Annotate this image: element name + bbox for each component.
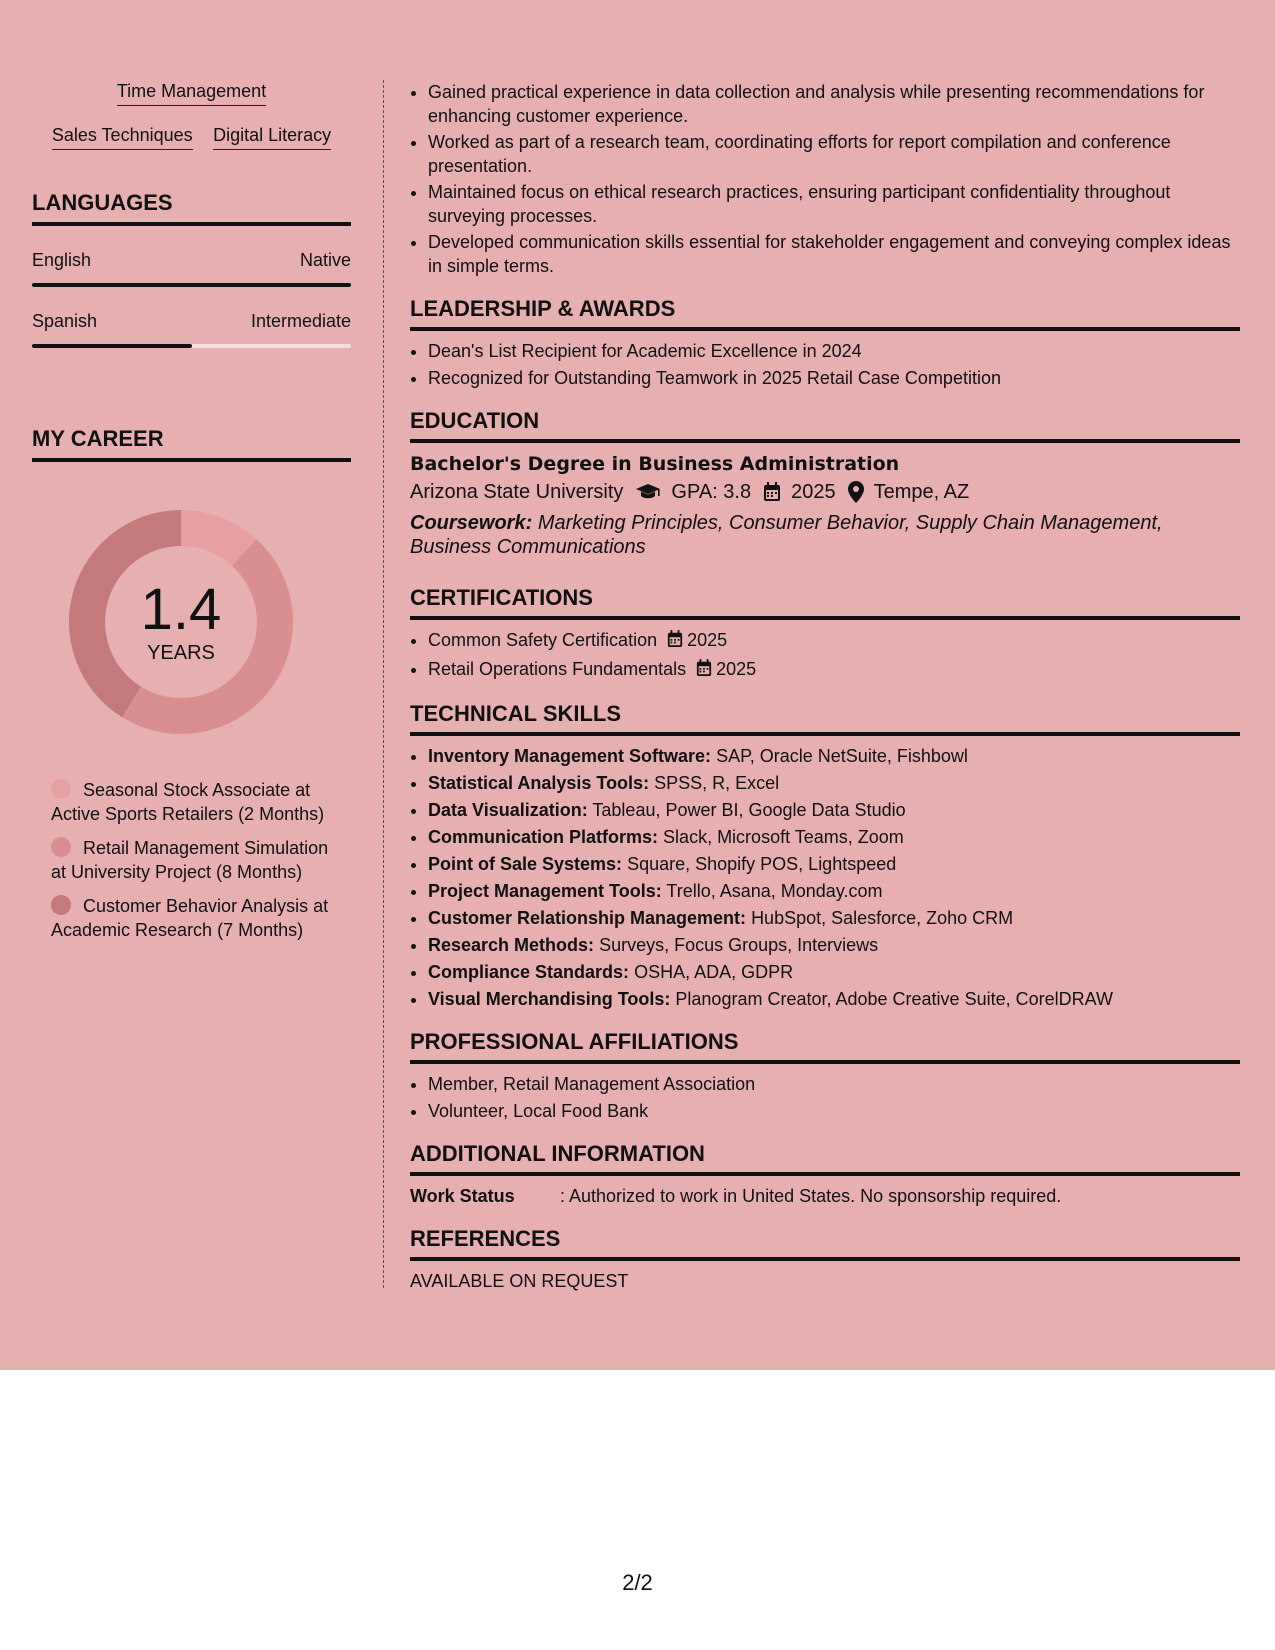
technical-skill-item	[428, 987, 1240, 1011]
skill-value: Planogram Creator, Adobe Creative Suite, CorelDRAW	[675, 989, 1113, 1009]
legend-label: Seasonal Stock Associate at Active Sports Retailers (2 Months)	[51, 780, 325, 824]
education-meta	[410, 477, 1240, 507]
education-school: Arizona State University	[410, 481, 624, 503]
certification-year: 2025	[716, 659, 757, 679]
experience-bullet: • Worked as part of a research team, coordinating efforts for report compilation and conference presentation.	[428, 130, 1240, 178]
technical-skill-item	[428, 798, 1240, 822]
certifications-list	[410, 628, 1240, 683]
language-level: Native	[299, 250, 351, 270]
leadership-item: • Recognized for Outstanding Teamwork in 2025 Retail Case Competition	[428, 366, 1240, 390]
leadership-heading: LEADERSHIP & AWARDS	[410, 296, 1240, 331]
calendar-icon	[667, 630, 683, 654]
skills-row	[32, 124, 351, 150]
education-location: Tempe, AZ	[873, 481, 970, 503]
coursework-text: Marketing Principles, Consumer Behavior, Supply Chain Management, Business Communications	[410, 512, 1163, 558]
coursework-label: Coursework:	[410, 512, 533, 534]
experience-bullets	[410, 80, 1240, 278]
leadership-item: • Dean's List Recipient for Academic Excellence in 2024	[428, 339, 1240, 363]
education-year: 2025	[791, 481, 836, 503]
skill-value: OSHA, ADA, GDPR	[634, 962, 794, 982]
language-row	[32, 311, 351, 332]
column-divider	[383, 80, 384, 1288]
skill-value: HubSpot, Salesforce, Zoho CRM	[751, 908, 1014, 928]
language-level: Intermediate	[250, 311, 351, 331]
references-text: AVAILABLE ON REQUEST	[410, 1271, 629, 1291]
career-heading: MY CAREER	[32, 426, 351, 462]
legend-dot	[51, 895, 71, 915]
skill-tag: Time Management	[117, 80, 266, 106]
work-status-row	[410, 1184, 1240, 1208]
skill-tag: Sales Techniques	[52, 124, 193, 150]
skill-label: Data Visualization:	[428, 800, 588, 820]
certifications-heading: CERTIFICATIONS	[410, 585, 1240, 620]
certification-item	[428, 628, 1240, 654]
legend-dot	[51, 779, 71, 799]
affiliation-item: • Volunteer, Local Food Bank	[428, 1099, 1240, 1123]
skill-value: SPSS, R, Excel	[654, 773, 780, 793]
graduation-cap-icon	[635, 483, 661, 501]
language-entry	[32, 311, 351, 348]
affiliations-list	[410, 1072, 1240, 1123]
language-bar	[32, 283, 351, 287]
education-gpa: GPA: 3.8	[671, 481, 752, 503]
career-center	[61, 502, 301, 742]
education-coursework	[410, 511, 1240, 559]
skill-value: Tableau, Power BI, Google Data Studio	[592, 800, 906, 820]
career-legend	[51, 778, 331, 942]
affiliations-heading: PROFESSIONAL AFFILIATIONS	[410, 1029, 1240, 1064]
skill-value: SAP, Oracle NetSuite, Fishbowl	[716, 746, 968, 766]
career-donut-chart	[61, 502, 301, 742]
map-pin-icon	[848, 481, 864, 503]
additional-info-heading: ADDITIONAL INFORMATION	[410, 1141, 1240, 1176]
technical-skill-item	[428, 933, 1240, 957]
technical-skill-item	[428, 906, 1240, 930]
skills-row	[32, 80, 351, 106]
skill-value: Surveys, Focus Groups, Interviews	[599, 935, 879, 955]
experience-bullet: • Maintained focus on ethical research practices, ensuring participant confidentiality throughout surveying processes.	[428, 180, 1240, 228]
technical-skill-item	[428, 744, 1240, 768]
calendar-icon	[763, 482, 781, 502]
career-legend-item	[51, 894, 331, 942]
language-bar	[32, 344, 351, 348]
legend-label: Retail Management Simulation at University Project (8 Months)	[51, 838, 329, 882]
skill-value: Slack, Microsoft Teams, Zoom	[663, 827, 904, 847]
legend-label: Customer Behavior Analysis at Academic Research (7 Months)	[51, 896, 329, 940]
certification-item	[428, 657, 1240, 683]
education-heading: EDUCATION	[410, 408, 1240, 443]
technical-skills-list	[410, 744, 1240, 1011]
page-number: 2/2	[622, 1570, 653, 1595]
language-row	[32, 250, 351, 271]
career-legend-item	[51, 778, 331, 826]
skill-tag: Digital Literacy	[213, 124, 331, 150]
languages-heading: LANGUAGES	[32, 190, 351, 226]
language-name: Spanish	[32, 311, 98, 331]
skill-label: Point of Sale Systems:	[428, 854, 623, 874]
technical-skill-item	[428, 825, 1240, 849]
language-bar-fill	[32, 283, 351, 287]
language-bar-fill	[32, 344, 192, 348]
skill-label: Customer Relationship Management:	[428, 908, 747, 928]
skill-label: Project Management Tools:	[428, 881, 662, 901]
skill-value: Trello, Asana, Monday.com	[666, 881, 883, 901]
career-legend-item	[51, 836, 331, 884]
technical-skill-item	[428, 852, 1240, 876]
sidebar	[32, 80, 351, 952]
skill-label: Inventory Management Software:	[428, 746, 712, 766]
certification-year: 2025	[687, 630, 728, 650]
skill-label: Research Methods:	[428, 935, 595, 955]
career-years-unit: YEARS	[147, 641, 215, 664]
experience-bullet: • Developed communication skills essential for stakeholder engagement and conveying complex ideas in simple terms.	[428, 230, 1240, 278]
language-entry	[32, 250, 351, 287]
experience-bullet: • Gained practical experience in data collection and analysis while presenting recommendations for enhancing customer experience.	[428, 80, 1240, 128]
technical-skill-item	[428, 960, 1240, 984]
skill-value: Square, Shopify POS, Lightspeed	[627, 854, 897, 874]
main-column	[410, 80, 1240, 1293]
career-years-value: 1.4	[140, 576, 222, 642]
work-status-value: : Authorized to work in United States. No sponsorship required.	[560, 1186, 1062, 1206]
language-name: English	[32, 250, 92, 270]
skill-label: Statistical Analysis Tools:	[428, 773, 650, 793]
technical-skills-heading: TECHNICAL SKILLS	[410, 701, 1240, 736]
skill-label: Visual Merchandising Tools:	[428, 989, 671, 1009]
calendar-icon	[696, 659, 712, 683]
certification-name: Common Safety Certification	[428, 630, 658, 650]
references-heading: REFERENCES	[410, 1226, 1240, 1261]
affiliation-item: • Member, Retail Management Association	[428, 1072, 1240, 1096]
skill-label: Compliance Standards:	[428, 962, 630, 982]
legend-dot	[51, 837, 71, 857]
work-status-label: Work Status	[410, 1186, 515, 1206]
skill-label: Communication Platforms:	[428, 827, 659, 847]
certification-name: Retail Operations Fundamentals	[428, 659, 687, 679]
education-degree: Bachelor's Degree in Business Administration	[410, 453, 900, 475]
leadership-list	[410, 339, 1240, 390]
technical-skill-item	[428, 771, 1240, 795]
technical-skill-item	[428, 879, 1240, 903]
